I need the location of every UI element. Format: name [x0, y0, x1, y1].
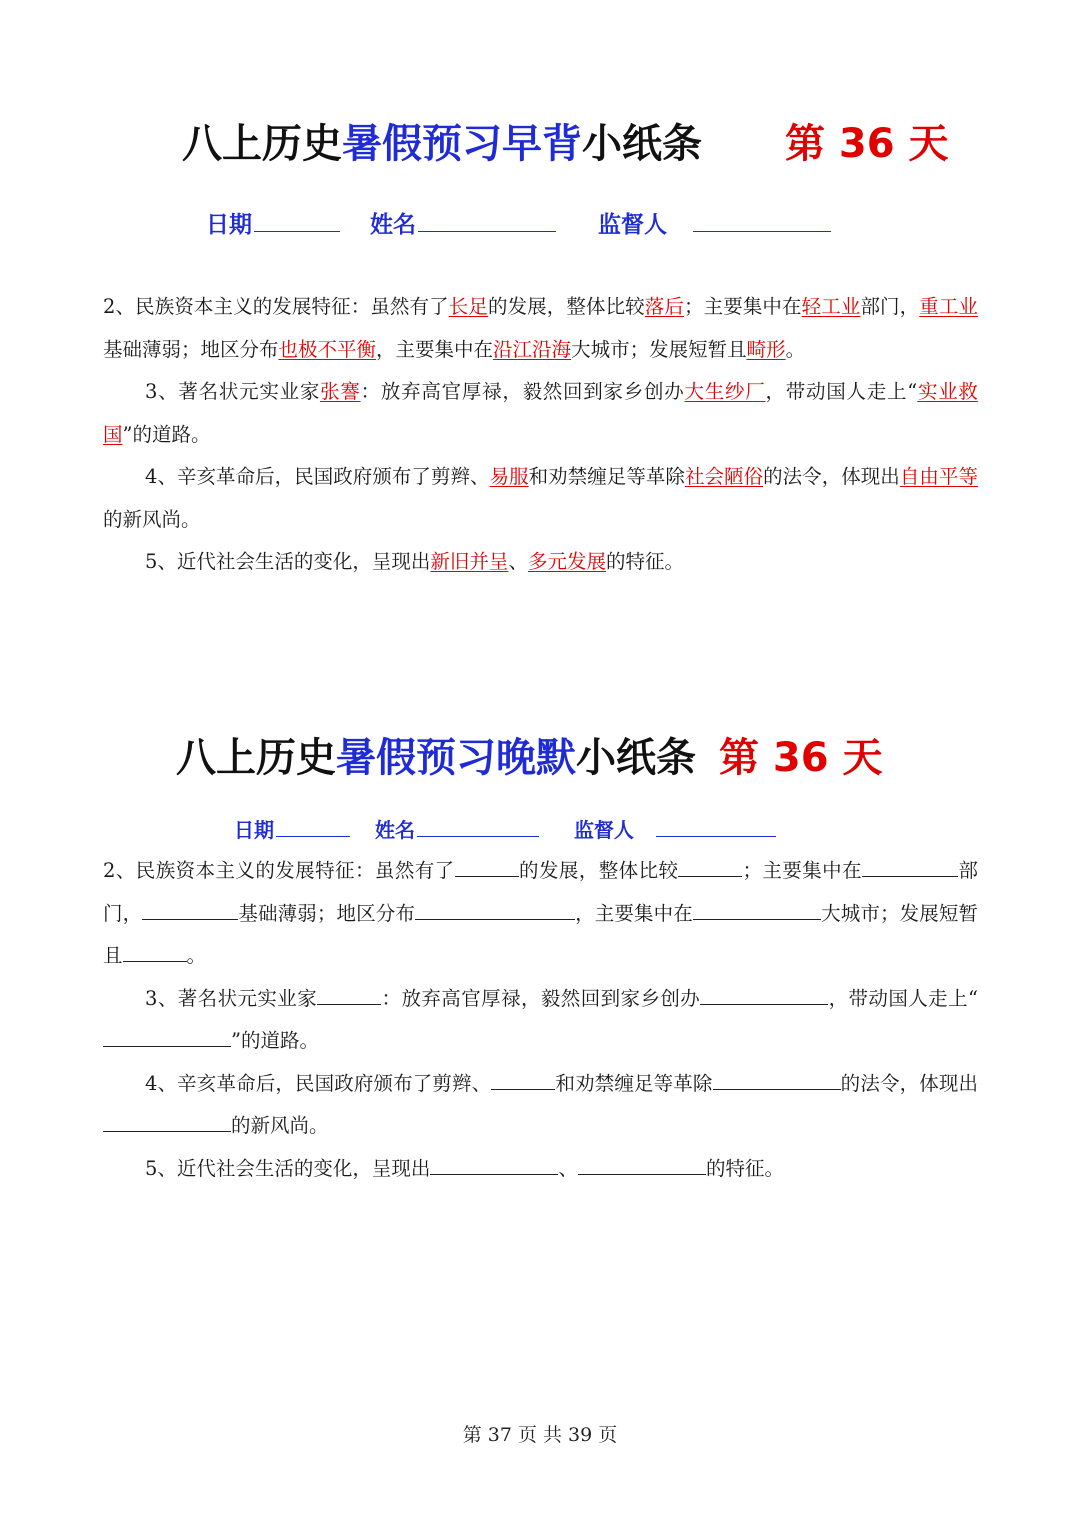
text-segment: 基础薄弱；地区分布 — [238, 901, 416, 925]
lower-title-highlight: 暑假预习晚默 — [336, 735, 576, 781]
lower-date-label: 日期 — [234, 818, 274, 842]
text-segment: 4、辛亥革命后，民国政府颁布了剪辫、 — [145, 1071, 492, 1095]
blank-field — [693, 900, 821, 920]
answer: 大生纱厂 — [684, 380, 766, 403]
blank-field — [103, 1027, 231, 1047]
blank-field — [491, 1070, 555, 1090]
lower-item-5 — [103, 1148, 978, 1191]
text-segment: 部门， — [860, 295, 920, 318]
text-segment: 。 — [785, 337, 806, 361]
text-segment: 的发展，整体比较 — [487, 295, 645, 318]
text-segment: ”的道路。 — [231, 1029, 319, 1052]
lower-day-label: 第 36 天 — [719, 735, 883, 781]
text-segment: 和劝禁缠足等革除 — [555, 1071, 713, 1095]
lower-name-blank — [417, 817, 539, 837]
answer: 也极不平衡 — [278, 337, 377, 361]
blank-field — [142, 900, 238, 920]
upper-meta-row — [206, 206, 831, 239]
text-segment: 的特征。 — [705, 1156, 784, 1180]
lower-item-3 — [103, 978, 978, 1063]
text-segment: 的法令，体现出 — [763, 465, 900, 488]
text-segment: 的发展，整体比较 — [518, 859, 679, 882]
text-segment: 大城市；发展短暂且 — [571, 337, 747, 361]
blank-field — [123, 942, 187, 962]
answer: 新旧并呈 — [430, 550, 509, 573]
upper-title-suffix: 小纸条 — [582, 121, 702, 167]
upper-supervisor-blank — [693, 209, 831, 232]
lower-supervisor-blank — [656, 817, 776, 837]
text-segment: 的新风尚。 — [103, 507, 201, 531]
upper-title-highlight: 暑假预习早背 — [342, 121, 582, 167]
answer: 多元发展 — [527, 550, 606, 573]
text-segment: 2、民族资本主义的发展特征：虽然有了 — [103, 295, 449, 318]
blank-field — [415, 900, 575, 920]
text-segment: 2、民族资本主义的发展特征：虽然有了 — [103, 859, 455, 882]
text-segment: 、 — [508, 550, 528, 573]
text-segment: 的特征。 — [605, 550, 684, 573]
text-segment: 部门， — [103, 859, 978, 925]
blank-field — [430, 1155, 558, 1175]
upper-title-prefix: 八上历史 — [182, 121, 342, 167]
lower-supervisor-label: 监督人 — [573, 818, 634, 842]
text-segment: ，主要集中在 — [575, 901, 693, 925]
lower-content — [103, 850, 978, 1190]
upper-day-label: 第 36 天 — [785, 121, 949, 167]
lower-title-prefix: 八上历史 — [176, 735, 336, 781]
lower-meta-row — [234, 814, 776, 843]
lower-date-blank — [276, 817, 350, 837]
upper-name-blank — [418, 209, 556, 232]
blank-field — [713, 1070, 841, 1090]
text-segment: ：放弃高官厚禄，毅然回到家乡创办 — [360, 380, 685, 403]
upper-name-label: 姓名 — [370, 212, 417, 238]
blank-field — [455, 857, 519, 877]
blank-field — [862, 857, 958, 877]
upper-content — [103, 286, 978, 584]
text-segment: 5、近代社会生活的变化，呈现出 — [145, 1156, 431, 1180]
upper-date-blank — [254, 209, 340, 232]
answer: 自由平等 — [899, 465, 978, 488]
upper-supervisor-label: 监督人 — [598, 212, 668, 238]
text-segment: ”的道路。 — [122, 422, 211, 446]
answer: 实业救国 — [103, 380, 978, 446]
page-footer: 第 37 页 共 39 页 — [462, 1424, 618, 1446]
upper-item-4 — [103, 456, 978, 541]
answer: 张謇 — [320, 380, 361, 403]
answer: 长足 — [448, 295, 488, 318]
text-segment: 的新风尚。 — [231, 1114, 329, 1137]
blank-field — [103, 1112, 231, 1132]
upper-item-5 — [103, 541, 978, 584]
text-segment: 大城市；发展短暂且 — [103, 901, 978, 967]
blank-field — [678, 857, 742, 877]
answer: 易服 — [489, 465, 529, 488]
lower-title-suffix: 小纸条 — [576, 735, 696, 781]
text-segment: 。 — [186, 944, 207, 967]
text-segment: 5、近代社会生活的变化，呈现出 — [145, 550, 431, 573]
text-segment: ：放弃高官厚禄，毅然回到家乡创办 — [381, 986, 701, 1010]
upper-date-label: 日期 — [206, 212, 252, 238]
blank-field — [578, 1155, 706, 1175]
text-segment: ，带动国人走上“ — [828, 986, 978, 1010]
text-segment: 的法令，体现出 — [840, 1071, 978, 1095]
lower-name-label: 姓名 — [374, 818, 415, 842]
text-segment: 4、辛亥革命后，民国政府颁布了剪辫、 — [145, 465, 490, 488]
text-segment: ；主要集中在 — [684, 295, 802, 318]
upper-item-3 — [103, 371, 978, 456]
lower-item-4 — [103, 1063, 978, 1148]
answer: 沿江沿海 — [493, 337, 572, 361]
lower-item-2 — [103, 850, 978, 978]
answer: 落后 — [644, 295, 685, 318]
text-segment: ，带动国人走上“ — [765, 380, 918, 403]
text-segment: ；主要集中在 — [742, 859, 863, 882]
text-segment: 、 — [558, 1156, 578, 1180]
answer: 社会陋俗 — [684, 465, 764, 488]
blank-field — [700, 985, 828, 1005]
blank-field — [317, 985, 381, 1005]
answer: 重工业 — [919, 295, 978, 318]
text-segment: 基础薄弱；地区分布 — [103, 337, 279, 361]
upper-item-2 — [103, 286, 978, 371]
answer: 轻工业 — [801, 295, 861, 318]
text-segment: 3、著名状元实业家 — [145, 986, 318, 1010]
text-segment: 3、著名状元实业家 — [145, 380, 321, 403]
text-segment: 和劝禁缠足等革除 — [528, 465, 685, 488]
text-segment: ，主要集中在 — [376, 337, 494, 361]
answer: 畸形 — [746, 337, 786, 361]
